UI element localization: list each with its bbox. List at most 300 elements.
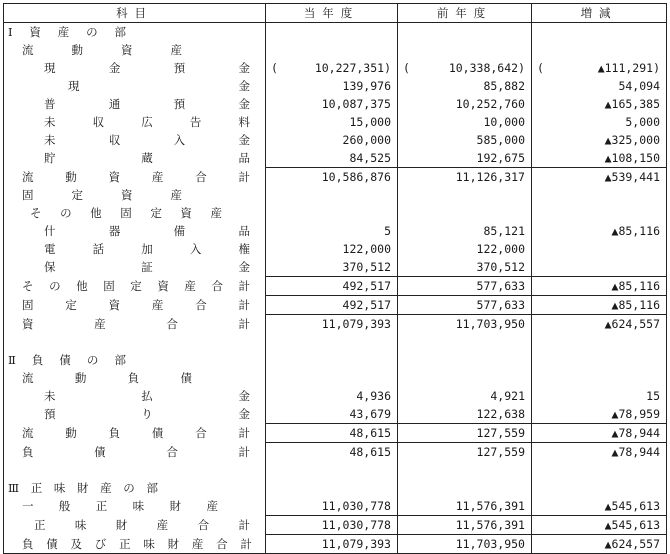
label-char: 料	[238, 115, 250, 129]
label-char: 産	[151, 169, 164, 184]
change-amount	[532, 131, 667, 149]
previous-amount	[398, 351, 532, 369]
label-char: 加	[141, 242, 153, 256]
label-char: 流	[22, 425, 34, 440]
amount-value: 127,559	[476, 426, 525, 440]
item-cell	[4, 204, 266, 222]
amount-value: ▲85,116	[611, 279, 660, 293]
label-char: 資	[29, 25, 41, 39]
previous-amount	[398, 77, 532, 95]
label-char: 財	[167, 536, 180, 551]
current-amount	[266, 535, 398, 554]
label-char: 話	[92, 242, 105, 256]
previous-amount	[398, 23, 532, 42]
label-char: 正	[95, 499, 108, 513]
label-char: 産	[170, 43, 182, 57]
previous-amount	[398, 315, 532, 334]
row-liab-sec	[4, 351, 667, 369]
label-char: 備	[173, 224, 186, 238]
label-char: 産	[57, 25, 70, 39]
previous-amount	[398, 168, 532, 187]
label-char: 通	[108, 97, 121, 111]
label-char: 資	[157, 278, 169, 293]
amount-value: 11,126,317	[455, 170, 525, 184]
label-char: 般	[58, 499, 71, 513]
label-char: 定	[150, 206, 162, 220]
amount-value: ▲78,944	[611, 445, 660, 459]
label-char: 計	[240, 536, 252, 551]
label-char: 未	[44, 133, 56, 147]
previous-amount	[398, 131, 532, 149]
change-amount	[532, 497, 667, 516]
label-char: 産	[170, 188, 182, 202]
label-char: 金	[238, 389, 250, 403]
label-char: 動	[71, 43, 83, 57]
amount-value: 10,586,876	[321, 170, 391, 184]
open-paren: (	[537, 61, 544, 75]
change-amount	[532, 168, 667, 187]
amount-value: ▲78,959	[611, 407, 660, 421]
label-char: 産	[94, 316, 106, 331]
amount-value: 11,030,778	[321, 518, 391, 532]
previous-amount	[398, 296, 532, 315]
current-amount	[266, 277, 398, 296]
label-char: 資	[108, 169, 121, 184]
previous-amount	[398, 149, 532, 168]
spacer-row	[4, 333, 667, 351]
row-liab-total	[4, 443, 667, 462]
row-curr-liab	[4, 369, 667, 387]
previous-amount	[398, 204, 532, 222]
change-amount	[532, 351, 667, 369]
label-char: 預	[173, 61, 186, 75]
item-cell	[4, 277, 266, 296]
item-cell	[4, 186, 266, 204]
label-char: 什	[44, 224, 56, 238]
item-label	[22, 535, 252, 553]
row-grand-total	[4, 535, 667, 554]
label-char: 入	[189, 242, 202, 256]
label-char: 負	[22, 444, 34, 459]
item-cell	[4, 497, 266, 516]
current-amount	[266, 497, 398, 516]
item-label	[22, 296, 250, 314]
amount-value: ▲85,116	[611, 224, 660, 238]
item-cell	[4, 315, 266, 334]
label-char: 預	[173, 97, 186, 111]
row-asset-sec	[4, 23, 667, 42]
label-char: 定	[65, 297, 77, 312]
amount-value: 15	[646, 389, 660, 403]
label-char: 金	[238, 97, 250, 111]
label-char: 財	[115, 517, 128, 532]
amount-value: 10,338,642)	[448, 61, 525, 75]
current-amount	[266, 113, 398, 131]
item-label	[34, 516, 250, 534]
row-curr-asset	[4, 41, 667, 59]
label-char: 部	[146, 481, 158, 495]
item-label	[22, 41, 182, 59]
label-char: 蔵	[141, 151, 153, 165]
change-amount	[532, 516, 667, 535]
current-amount	[266, 95, 398, 113]
current-amount	[266, 59, 398, 77]
amount-value: 122,000	[476, 242, 525, 256]
label-char: 器	[108, 224, 121, 238]
label-char: 合	[197, 517, 210, 532]
label-char: 産	[100, 481, 112, 495]
label-char: 計	[238, 517, 250, 532]
item-label	[22, 186, 182, 204]
item-label	[22, 443, 250, 461]
current-amount	[266, 315, 398, 334]
label-char: 金	[238, 61, 250, 75]
spacer-cell	[4, 461, 266, 479]
item-cell	[4, 168, 266, 187]
label-char: 預	[44, 407, 56, 421]
item-label	[8, 479, 158, 497]
item-label	[44, 95, 250, 113]
amount-value: 10,252,760	[455, 97, 525, 111]
row-net-total	[4, 516, 667, 535]
label-char: 証	[141, 260, 153, 274]
label-char: 動	[65, 169, 77, 184]
label-char: 正	[119, 536, 131, 551]
row-accrued	[4, 387, 667, 405]
label-char: 計	[238, 278, 250, 293]
item-cell	[4, 405, 266, 424]
header-current-year: 当年度	[266, 4, 398, 23]
amount-value: 10,087,375	[321, 97, 391, 111]
row-asset-total	[4, 315, 667, 334]
label-char: 計	[238, 444, 250, 459]
item-label	[22, 277, 250, 295]
amount-value: 48,615	[349, 445, 391, 459]
header-change: 増減	[532, 4, 667, 23]
item-label	[44, 59, 250, 77]
amount-value: 11,576,391	[455, 518, 525, 532]
item-label	[22, 315, 250, 333]
label-char: 産	[156, 517, 169, 532]
amount-value: 370,512	[342, 260, 391, 274]
row-ad-recv	[4, 113, 667, 131]
label-char: 正	[30, 481, 43, 495]
open-paren: (	[271, 61, 278, 75]
amount-value: 577,633	[476, 298, 525, 312]
amount-value: 577,633	[476, 279, 525, 293]
label-char: り	[141, 407, 153, 421]
item-cell	[4, 23, 266, 42]
current-amount	[266, 204, 398, 222]
label-char: の	[49, 278, 61, 293]
amount-value: 11,030,778	[321, 499, 391, 513]
change-amount	[532, 186, 667, 204]
header-item: 科目	[4, 4, 266, 23]
change-amount	[532, 535, 667, 554]
change-amount	[532, 149, 667, 168]
change-amount	[532, 113, 667, 131]
row-phone	[4, 240, 667, 258]
row-other-fixed	[4, 204, 667, 222]
item-cell	[4, 424, 266, 443]
label-char: 債	[46, 536, 58, 551]
label-char: 計	[238, 425, 250, 440]
item-label	[68, 77, 250, 95]
amount-value: 15,000	[349, 115, 391, 129]
item-label	[30, 204, 222, 222]
label-char: 流	[22, 43, 34, 57]
amount-value: 85,121	[483, 224, 525, 238]
current-amount	[266, 23, 398, 42]
current-amount	[266, 296, 398, 315]
label-char: 正	[34, 517, 46, 532]
amount-value: ▲545,613	[604, 499, 660, 513]
amount-value: ▲108,150	[604, 151, 660, 165]
item-cell	[4, 131, 266, 149]
label-char: の	[86, 25, 98, 39]
label-char: 部	[114, 353, 126, 367]
label-char: 定	[71, 188, 83, 202]
label-char: 普	[44, 97, 56, 111]
amount-value: 4,921	[490, 389, 525, 403]
change-amount	[532, 479, 667, 497]
item-label	[44, 149, 250, 167]
label-char: 合	[216, 536, 228, 551]
label-char: 金	[108, 61, 121, 75]
amount-value: 10,227,351)	[314, 61, 391, 75]
header-row	[4, 4, 667, 23]
item-cell	[4, 258, 266, 277]
item-cell	[4, 222, 266, 240]
label-char: の	[86, 353, 99, 367]
previous-amount	[398, 186, 532, 204]
amount-value: ▲539,441	[604, 170, 660, 184]
item-cell	[4, 41, 266, 59]
row-deposits-rcv	[4, 405, 667, 424]
item-cell	[4, 351, 266, 369]
current-amount	[266, 387, 398, 405]
previous-amount	[398, 240, 532, 258]
item-label	[44, 113, 250, 131]
label-char: 合	[166, 444, 178, 459]
change-amount	[532, 296, 667, 315]
amount-value: ▲78,944	[611, 426, 660, 440]
label-char: 一	[22, 499, 34, 513]
item-label	[44, 131, 250, 149]
row-curr-total	[4, 168, 667, 187]
label-char: 産	[206, 499, 218, 513]
label-char: 合	[195, 425, 207, 440]
current-amount	[266, 41, 398, 59]
previous-amount	[398, 387, 532, 405]
change-amount	[532, 59, 667, 77]
item-cell	[4, 535, 266, 554]
change-amount	[532, 405, 667, 424]
spacer-cell	[398, 461, 532, 479]
label-char: 収	[92, 115, 105, 129]
change-amount	[532, 222, 667, 240]
label-char: 味	[132, 499, 145, 513]
label-char: 未	[44, 115, 56, 129]
label-char: の	[123, 481, 135, 495]
amount-value: 260,000	[342, 133, 391, 147]
amount-value: 122,000	[342, 242, 391, 256]
spacer-cell	[266, 461, 398, 479]
amount-value: 11,079,393	[321, 317, 391, 331]
label-char: 味	[53, 481, 66, 495]
label-char: 産	[191, 536, 204, 551]
current-amount	[266, 149, 398, 168]
previous-amount	[398, 369, 532, 387]
item-cell	[4, 77, 266, 95]
label-char: 合	[211, 278, 223, 293]
label-char: 味	[74, 517, 87, 532]
label-char: 債	[94, 444, 106, 459]
label-char: 払	[141, 389, 153, 403]
item-label	[22, 369, 192, 387]
item-label	[22, 424, 250, 442]
current-amount	[266, 369, 398, 387]
current-amount	[266, 131, 398, 149]
item-label	[44, 240, 250, 258]
change-amount	[532, 77, 667, 95]
amount-value: 11,079,393	[321, 537, 391, 551]
label-char: 資	[121, 188, 133, 202]
label-char: 現	[68, 79, 80, 93]
header-previous-year: 前年度	[398, 4, 532, 23]
previous-amount	[398, 95, 532, 113]
current-amount	[266, 516, 398, 535]
change-amount	[532, 369, 667, 387]
label-char: 動	[65, 425, 77, 440]
label-char: 貯	[44, 151, 56, 165]
label-char: 合	[195, 297, 207, 312]
amount-value: 10,000	[483, 115, 525, 129]
item-label	[44, 387, 250, 405]
label-char: 計	[238, 169, 250, 184]
amount-value: 5	[384, 224, 391, 238]
label-char: 固	[22, 188, 34, 202]
label-char: 財	[77, 481, 89, 495]
amount-value: 122,638	[476, 407, 525, 421]
label-char: 固	[120, 206, 132, 220]
amount-value: 11,576,391	[455, 499, 525, 513]
row-general-net	[4, 497, 667, 516]
label-char: び	[94, 536, 107, 551]
label-char: 権	[238, 242, 250, 256]
label-char: 債	[151, 425, 164, 440]
label-char: 負	[127, 371, 140, 385]
amount-value: 85,882	[483, 79, 525, 93]
label-char: 負	[108, 425, 121, 440]
previous-amount	[398, 41, 532, 59]
amount-value: ▲624,557	[604, 317, 660, 331]
label-char: 金	[238, 79, 250, 93]
label-char: そ	[22, 278, 34, 293]
row-cash-dep	[4, 59, 667, 77]
label-char: 資	[108, 297, 121, 312]
change-amount	[532, 315, 667, 334]
label-char: 収	[108, 133, 121, 147]
change-amount	[532, 387, 667, 405]
previous-amount	[398, 424, 532, 443]
amount-value: ▲545,613	[604, 518, 660, 532]
change-amount	[532, 258, 667, 277]
label-char: 資	[180, 206, 192, 220]
amount-value: ▲111,291)	[597, 61, 660, 75]
label-char: Ⅱ	[8, 353, 16, 367]
item-label	[44, 222, 250, 240]
item-label	[44, 258, 250, 276]
amount-value: 5,000	[625, 115, 660, 129]
previous-amount	[398, 535, 532, 554]
item-cell	[4, 296, 266, 315]
label-char: 未	[44, 389, 56, 403]
amount-value: ▲624,557	[604, 537, 660, 551]
current-amount	[266, 405, 398, 424]
label-char: 及	[70, 536, 83, 551]
change-amount	[532, 95, 667, 113]
spacer-cell	[398, 333, 532, 351]
amount-value: ▲165,385	[604, 97, 660, 111]
item-label	[44, 405, 250, 423]
amount-value: 370,512	[476, 260, 525, 274]
item-cell	[4, 479, 266, 497]
item-label	[22, 168, 250, 186]
row-recv	[4, 131, 667, 149]
current-amount	[266, 258, 398, 277]
label-char: 産	[151, 297, 164, 312]
previous-amount	[398, 479, 532, 497]
current-amount	[266, 479, 398, 497]
row-deposit	[4, 258, 667, 277]
item-cell	[4, 113, 266, 131]
item-label	[8, 351, 126, 369]
label-char: 現	[44, 61, 56, 75]
row-curr-liab-total	[4, 424, 667, 443]
previous-amount	[398, 113, 532, 131]
item-cell	[4, 59, 266, 77]
label-char: 合	[195, 169, 207, 184]
item-label	[8, 23, 126, 41]
item-cell	[4, 95, 266, 113]
label-char: 産	[210, 206, 222, 220]
label-char: 他	[90, 206, 102, 220]
open-paren: (	[403, 61, 410, 75]
change-amount	[532, 240, 667, 258]
label-char: 固	[22, 297, 34, 312]
previous-amount	[398, 222, 532, 240]
amount-value: 192,675	[476, 151, 525, 165]
previous-amount	[398, 277, 532, 296]
row-cash	[4, 77, 667, 95]
label-char: 流	[22, 371, 34, 385]
amount-value: 84,525	[349, 151, 391, 165]
label-char: 資	[22, 316, 34, 331]
label-char: Ⅲ	[8, 481, 20, 495]
label-char: 資	[121, 43, 133, 57]
spacer-cell	[266, 333, 398, 351]
current-amount	[266, 443, 398, 462]
item-cell	[4, 387, 266, 405]
current-amount	[266, 186, 398, 204]
label-char: 部	[114, 25, 126, 39]
label-char: 他	[76, 278, 88, 293]
label-char: 負	[22, 536, 34, 551]
current-amount	[266, 424, 398, 443]
item-label	[22, 497, 218, 515]
previous-amount	[398, 405, 532, 424]
